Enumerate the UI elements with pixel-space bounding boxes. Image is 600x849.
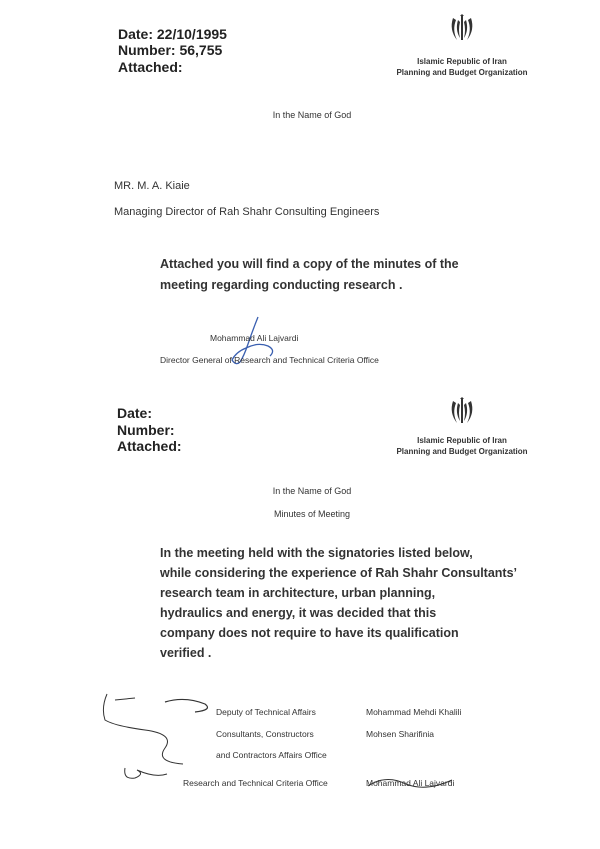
signatory-title-1: Deputy of Technical Affairs xyxy=(216,707,316,717)
number-line-2: Number: xyxy=(117,422,175,438)
invocation-2: In the Name of God xyxy=(272,486,352,496)
minutes-heading: Minutes of Meeting xyxy=(273,509,351,519)
minutes-line: company does not require to have its qualification xyxy=(160,626,459,640)
signatory-name-1: Mohammad Mehdi Khalili xyxy=(366,707,462,717)
org-line-1: Islamic Republic of Iran xyxy=(417,57,507,66)
minutes-line: verified . xyxy=(160,646,212,660)
signer-name: Mohammad Ali Lajvardi xyxy=(210,333,299,343)
signer-title: Director General of Research and Technical Criteria Office xyxy=(160,355,379,365)
invocation: In the Name of God xyxy=(272,110,352,120)
minutes-line: research team in architecture, urban planning, xyxy=(160,586,436,600)
org-header xyxy=(392,56,532,78)
signatory-title-2: Consultants, Constructors xyxy=(216,729,314,739)
date-line-2: Date: xyxy=(117,405,153,421)
number-line: Number: 56,755 xyxy=(118,42,223,58)
minutes-line: hydraulics and energy, it was decided that this xyxy=(160,606,437,620)
org-line-1: Islamic Republic of Iran xyxy=(417,436,507,445)
signatory-title-3: and Contractors Affairs Office xyxy=(216,750,327,760)
attached-line-2: Attached: xyxy=(117,438,182,454)
body-line-2: meeting regarding conducting research . xyxy=(160,278,403,292)
recipient-title: Managing Director of Rah Shahr Consulting Engineers xyxy=(114,206,380,218)
body-line-1: Attached you will find a copy of the minutes of the xyxy=(160,257,459,271)
iran-emblem-icon xyxy=(449,14,475,44)
org-line-2: Planning and Budget Organization xyxy=(396,447,528,456)
org-line-2: Planning and Budget Organization xyxy=(396,68,528,77)
signatory-name-3: Mohammad Ali Lajvardi xyxy=(366,778,455,788)
signatory-name-2: Mohsen Sharifinia xyxy=(366,729,435,739)
minutes-body xyxy=(160,543,517,663)
date-line: Date: 22/10/1995 xyxy=(118,26,227,42)
recipient-name: MR. M. A. Kiaie xyxy=(114,180,190,192)
org-header-2 xyxy=(392,435,532,457)
minutes-line: In the meeting held with the signatories listed below, xyxy=(160,546,473,560)
signatory-title-4: Research and Technical Criteria Office xyxy=(183,778,328,788)
minutes-line: while considering the experience of Rah Shahr Consultants’ xyxy=(160,566,518,580)
attached-line: Attached: xyxy=(118,59,183,75)
iran-emblem-icon-2 xyxy=(449,397,475,427)
